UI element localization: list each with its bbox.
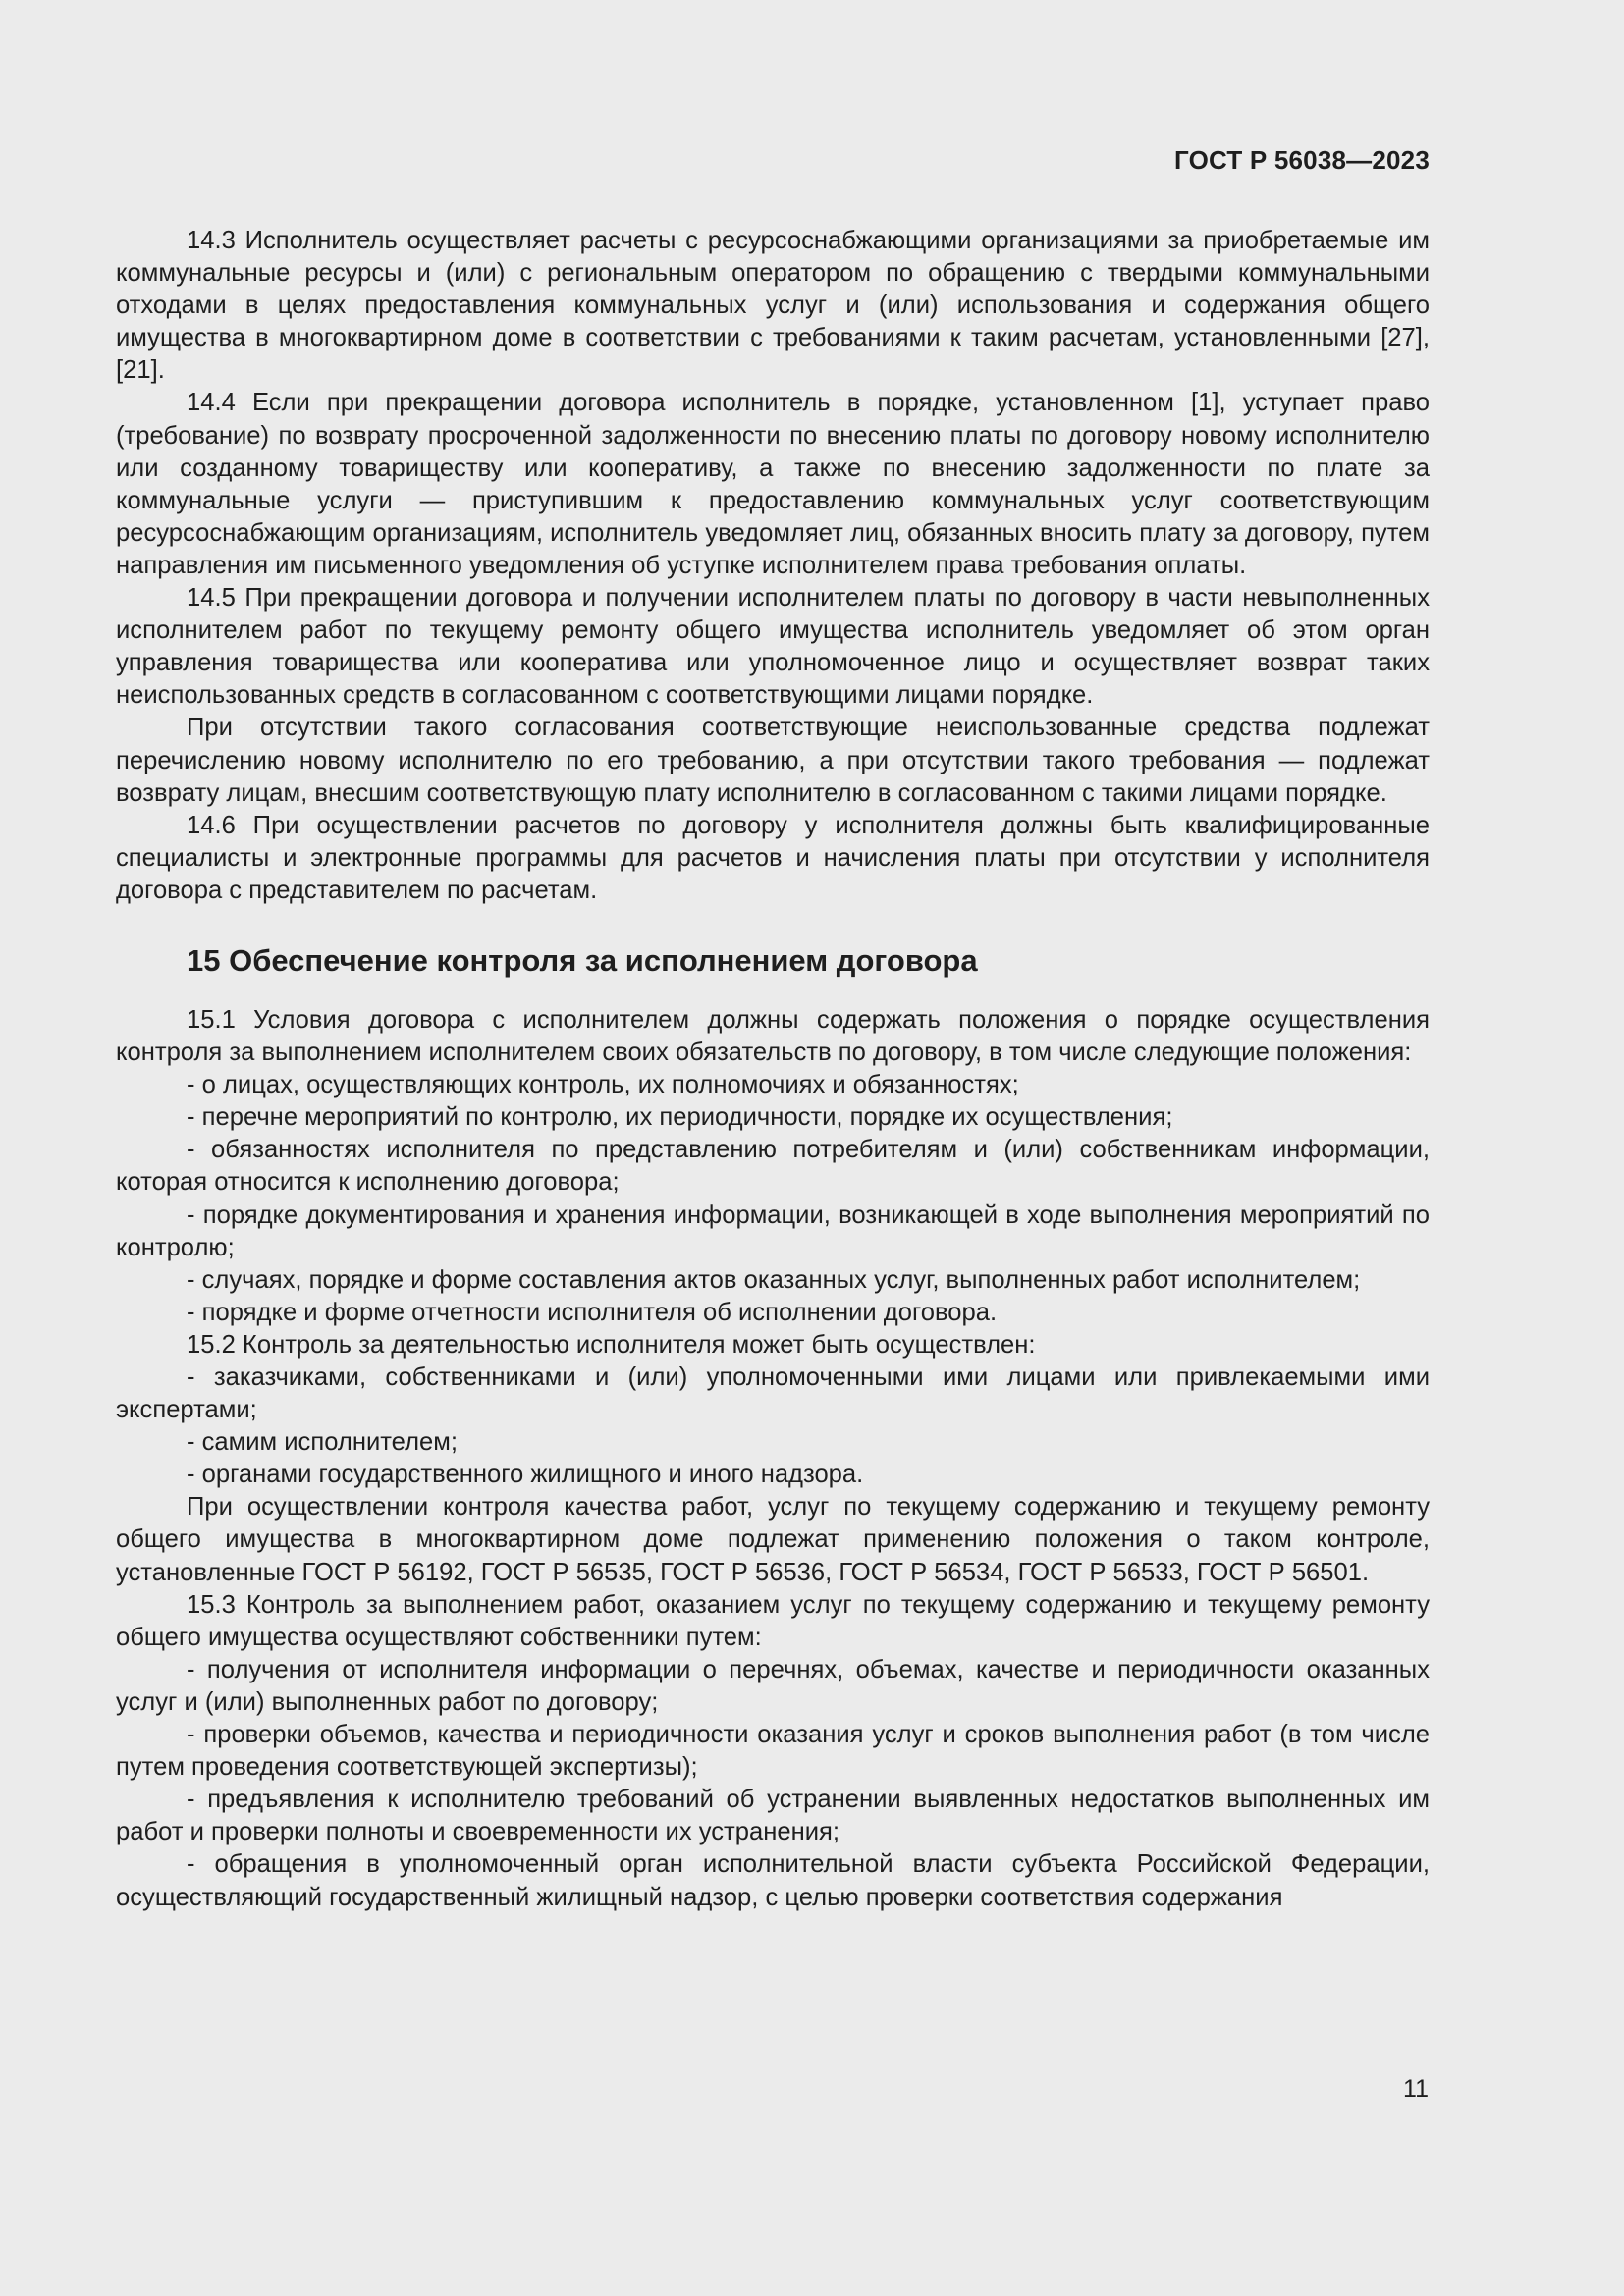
page-number: 11 bbox=[1403, 2075, 1429, 2103]
document-id-header: ГОСТ Р 56038—2023 bbox=[1174, 145, 1430, 175]
paragraph-14-3: 14.3 Исполнитель осуществляет расчеты с ресурсоснабжающими организациями за приобретаемые им коммунальные ресурсы и (или) с региональным оператором по обращению с твердыми коммунальными отходами в целях предоставления коммунальных услуг и (или) использования и содержания общего имущества в многоквартирном доме в соответствии с требованиями к таким расчетам, установленными [27], [21]. bbox=[116, 227, 1430, 385]
paragraph-15-1: 15.1 Условия договора с исполнителем должны содержать положения о порядке осуществления контроля за выполнением исполнителем своих обязательств по договору, в том числе следующие положения: bbox=[116, 1005, 1430, 1067]
paragraph-14-5: 14.5 При прекращении договора и получении исполнителем платы по договору в части невыполненных исполнителем работ по текущему ремонту общего имущества исполнитель уведомляет об этом орган управления товарищества или кооператива или уполномоченное лицо и осуществляет возврат таких неиспользованных средств в согласованном с соответствующими лицами порядке. bbox=[116, 584, 1430, 710]
list-item: - получения от исполнителя информации о перечнях, объемах, качестве и периодичности оказанных услуг и (или) выполненных работ по договору; bbox=[116, 1655, 1430, 1716]
document-body bbox=[116, 225, 1430, 1914]
list-item: - порядке и форме отчетности исполнителя об исполнении договора. bbox=[187, 1298, 998, 1326]
paragraph-14-4: 14.4 Если при прекращении договора исполнитель в порядке, установленном [1], уступает право (требование) по возврату просроченной задолженности по внесению платы по договору новому исполнителю или созданному товариществу или кооперативу, а также по внесению задолженности по плате за коммунальные услуги — приступившим к предоставлению коммунальных услуг соответствующим ресурсоснабжающим организациям, исполнитель уведомляет лиц, обязанных вносить плату за договору, путем направления им письменного уведомления об уступке исполнителем права требования оплаты. bbox=[116, 389, 1430, 579]
list-item: - порядке документирования и хранения информации, возникающей в ходе выполнения мероприятий по контролю; bbox=[116, 1201, 1430, 1261]
list-item: - о лицах, осуществляющих контроль, их полномочиях и обязанностях; bbox=[187, 1071, 1019, 1099]
paragraph-14-5-continued: При отсутствии такого согласования соответствующие неиспользованные средства подлежат перечислению новому исполнителю по его требованию, а при отсутствии такого требования — подлежат возврату лицам, внесшим соответствующую плату исполнителю в согласованном с такими лицами порядке. bbox=[116, 714, 1430, 807]
paragraph-15-2-continued: При осуществлении контроля качества работ, услуг по текущему содержанию и текущему ремонту общего имущества в многоквартирном доме подлежат применению положения о таком контроле, установленные ГОСТ Р 56192, ГОСТ Р 56535, ГОСТ Р 56536, ГОСТ Р 56534, ГОСТ Р 56533, ГОСТ Р 56501. bbox=[116, 1493, 1430, 1586]
list-item: - предъявления к исполнителю требований об устранении выявленных недостатков выполненных им работ и проверки полноты и своевременности их устранения; bbox=[116, 1786, 1430, 1846]
list-item: - случаях, порядке и форме составления актов оказанных услуг, выполненных работ исполнителем; bbox=[187, 1265, 1361, 1294]
list-item: - обращения в уполномоченный орган исполнительной власти субъекта Российской Федерации, осуществляющий государственный жилищный надзор, с целью проверки соответствия содержания bbox=[116, 1850, 1430, 1911]
section-heading-15: 15 Обеспечение контроля за исполнением договора bbox=[187, 942, 978, 978]
list-item: - перечне мероприятий по контролю, их периодичности, порядке их осуществления; bbox=[187, 1103, 1173, 1132]
paragraph-14-6: 14.6 При осуществлении расчетов по договору у исполнителя должны быть квалифицированные специалисты и электронные программы для расчетов и начисления платы при отсутствии у исполнителя договора с представителем по расчетам. bbox=[116, 811, 1430, 904]
list-item: - заказчиками, собственниками и (или) уполномоченными ими лицами или привлекаемыми ими экспертами; bbox=[116, 1363, 1430, 1424]
list-item: - проверки объемов, качества и периодичности оказания услуг и сроков выполнения работ (в том числе путем проведения соответствующей экспертизы); bbox=[116, 1721, 1430, 1782]
list-item: - органами государственного жилищного и иного надзора. bbox=[187, 1461, 864, 1489]
paragraph-15-2: 15.2 Контроль за деятельностью исполнителя может быть осуществлен: bbox=[187, 1330, 1036, 1359]
paragraph-15-3: 15.3 Контроль за выполнением работ, оказанием услуг по текущему содержанию и текущему ремонту общего имущества осуществляют собственники путем: bbox=[116, 1590, 1430, 1651]
list-item: - обязанностях исполнителя по представлению потребителям и (или) собственникам информации, которая относится к исполнению договора; bbox=[116, 1136, 1430, 1197]
list-item: - самим исполнителем; bbox=[187, 1428, 458, 1457]
